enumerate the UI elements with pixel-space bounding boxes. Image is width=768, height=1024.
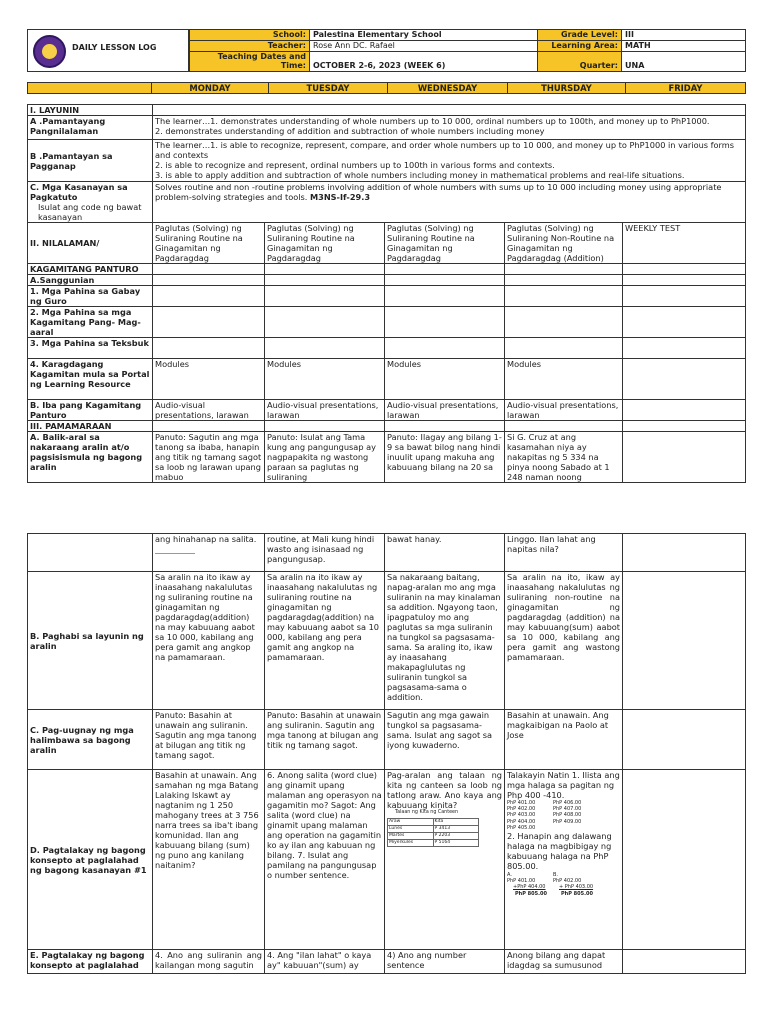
option-a-2: +PhP 404.00 — [513, 884, 546, 891]
canteen-table-title: Talaan ng Kita ng Canteen — [395, 810, 459, 815]
nilalaman-fri: WEEKLY TEST — [623, 223, 746, 264]
canteen-income: P 2203 — [433, 832, 479, 839]
empty-cell — [265, 264, 385, 275]
empty-cell — [265, 421, 385, 432]
option-a-sum: PhP 805.00 — [515, 890, 547, 897]
balik-aral-tue: Panuto: Isulat ang Tama kung ang pangungusap ay nagpapakita ng wastong paraan sa paglutas ng suliraning — [265, 432, 385, 483]
iba-pang-tue: Audio-visual presentations, larawan — [265, 400, 385, 421]
canteen-day: Miyerkules — [388, 839, 434, 846]
pg-label: B .Pamantayan sa Pagganap — [28, 140, 153, 182]
dates-label — [190, 52, 310, 72]
quarter-value: UNA — [622, 52, 746, 72]
option-b-sum: PhP 805.00 — [561, 890, 593, 897]
pag-uugnay-tue: Panuto: Basahin at unawain ang suliranin. Sagutin ang mga tanong at bilugan ang titik ng tamang sagot. — [265, 710, 385, 770]
nilalaman-wed: Paglutas (Solving) ng Suliraning Routine na Ginagamitan ng Pagdaragdag — [385, 223, 505, 264]
iba-pang-wed: Audio-visual presentations, larawan — [385, 400, 505, 421]
empty-cell — [265, 286, 385, 307]
iba-pang-thu: Audio-visual presentations, larawan — [505, 400, 623, 421]
price: PhP 408.00 — [553, 812, 582, 819]
karagdagang-label: 4. Karagdagang Kagamitan mula sa Portal ng Learning Resource — [28, 359, 153, 400]
empty-cell — [505, 275, 623, 286]
dates-label-2: Time: — [280, 61, 306, 71]
school-value: Palestina Elementary School — [310, 30, 538, 41]
ks-label-sub: Isulat ang code ng bawat kasanayan — [38, 202, 142, 222]
price-list — [507, 800, 620, 831]
pagtalakay-2-mon: 4. Ano ang suliranin ang kailangan mong sagutin — [153, 950, 265, 974]
grade-label: Grade Level: — [538, 30, 622, 41]
day-monday: MONDAY — [152, 83, 269, 94]
empty-cell — [623, 286, 746, 307]
pagtalakay-1-label: D. Pagtalakay ng bagong konsepto at paglalahad ng bagong kasanayan #1 — [28, 770, 153, 950]
iba-pang-label: B. Iba pang Kagamitang Panturo — [28, 400, 153, 421]
cont-mon — [153, 534, 265, 572]
price: PhP 401.00 — [507, 800, 536, 806]
empty-cell — [505, 264, 623, 275]
price: PhP 409.00 — [553, 818, 582, 825]
empty-cell — [623, 534, 746, 572]
sum-examples — [507, 872, 620, 897]
empty-cell — [385, 421, 505, 432]
pagtalakay-1-wed — [385, 770, 505, 950]
pagtalakay-2-thu: Anong bilang ang dapat idagdag sa sumusunod — [505, 950, 623, 974]
empty-cell — [265, 338, 385, 359]
pag-uugnay-label: C. Pag-uugnay ng mga halimbawa sa bagong aralin — [28, 710, 153, 770]
empty-cell — [623, 770, 746, 950]
balik-aral-wed: Panuto: Ilagay ang bilang 1-9 sa bawat bilog nang hindi inuulit upang makuha ang kabuuang bilang na 20 sa — [385, 432, 505, 483]
nilalaman-tue: Paglutas (Solving) ng Suliraning Routine na Ginagamitan ng Pagdaragdag — [265, 223, 385, 264]
empty-cell — [153, 275, 265, 286]
pagtalakay-1-wed-text: Pag-aralan ang talaan ng kita ng canteen sa loob ng tatlong araw. Ano kaya ang kabuuang kinita? — [387, 770, 502, 810]
layunin-blank — [153, 105, 746, 116]
price: PhP 407.00 — [553, 806, 582, 813]
pg-text-1: The learner…1. is able to recognize, represent, compare, and order whole numbers up to 10 000, and money up to PhP1000 in various forms and contexts — [155, 140, 734, 160]
empty-cell — [153, 286, 265, 307]
empty-cell — [623, 710, 746, 770]
cont-thu: Linggo. Ilan lahat ang napitas nila? — [505, 534, 623, 572]
karagdagang-tue: Modules — [265, 359, 385, 400]
empty-cell — [153, 264, 265, 275]
scribble-icon — [155, 544, 195, 554]
log-title: DAILY LESSON LOG — [72, 43, 157, 52]
pagtalakay-1-thu-1: Talakayin Natin 1. Ilista ang mga halaga sa pagitan ng Php 400 -410. — [507, 770, 620, 800]
pag-uugnay-mon: Panuto: Basahin at unawain ang suliranin. Sagutin ang mga tanong at bilugan ang titik ng tamang sagot. — [153, 710, 265, 770]
empty-cell — [505, 338, 623, 359]
pagtalakay-1-thu — [505, 770, 623, 950]
paghabi-label: B. Paghabi sa layunin ng aralin — [28, 572, 153, 710]
price: PhP 403.00 — [507, 812, 536, 819]
empty-cell — [623, 338, 746, 359]
ks-label — [28, 182, 153, 223]
empty-cell — [385, 275, 505, 286]
empty-cell — [623, 421, 746, 432]
pagtalakay-1-thu-2: 2. Hanapin ang dalawang halaga na magbibigay ng kabuuang halaga na PhP 805.00. — [507, 831, 612, 872]
empty-cell — [623, 950, 746, 974]
paghabi-tue: Sa aralin na ito ikaw ay inaasahang nakalulutas ng suliraning routine na ginagamitan ng pagdaragdag(addition) na may kabuuang aabot sa 10 000, kabilang ang pera gamit ang angkop na pamamaraan. — [265, 572, 385, 710]
day-header — [27, 82, 746, 94]
quarter-label: Quarter: — [538, 52, 622, 72]
empty-cell — [385, 338, 505, 359]
empty-cell — [385, 307, 505, 338]
gabay-label: 1. Mga Pahina sa Gabay ng Guro — [28, 286, 153, 307]
empty-cell — [505, 421, 623, 432]
seal-icon — [33, 35, 66, 68]
pp-text — [153, 116, 746, 140]
empty-cell — [623, 432, 746, 483]
lesson-table-1 — [27, 104, 746, 483]
pagtalakay-2-label: E. Pagtalakay ng bagong konsepto at paglalahad — [28, 950, 153, 974]
balik-aral-mon: Panuto: Sagutin ang mga tanong sa ibaba, hanapin ang titik ng tamang sagot sa loob ng larawan upang mabuo — [153, 432, 265, 483]
kagamitang-pang-label: 2. Mga Pahina sa mga Kagamitang Pang- Mag-aaral — [28, 307, 153, 338]
empty-cell — [28, 534, 153, 572]
empty-cell — [385, 264, 505, 275]
kagamitang-label: KAGAMITANG PANTURO — [28, 264, 153, 275]
ks-label-main: C. Mga Kasanayan sa Pagkatuto — [30, 182, 128, 202]
canteen-head-day: Araw — [388, 818, 434, 825]
teacher-label: Teacher: — [190, 41, 310, 52]
empty-cell — [623, 307, 746, 338]
area-value: MATH — [622, 41, 746, 52]
day-wednesday: WEDNESDAY — [388, 83, 508, 94]
canteen-head-income: Kita — [433, 818, 479, 825]
sanggunian-label: A.Sanggunian — [28, 275, 153, 286]
empty-cell — [623, 275, 746, 286]
canteen-table — [387, 818, 479, 847]
cont-mon-text: ang hinahanap na salita. — [155, 534, 257, 544]
option-a-1: PhP 401.00 — [507, 878, 536, 885]
price: PhP 406.00 — [553, 800, 582, 806]
balik-aral-label: A. Balik-aral sa nakaraang aralin at/o pagsisismula ng bagong aralin — [28, 432, 153, 483]
empty-cell — [623, 359, 746, 400]
pagtalakay-1-mon: Basahin at unawain. Ang samahan ng mga Batang Lalaking Iskawt ay nagtanim ng 1 250 mahogany trees at 3 756 narra trees sa iba't ibang komunidad. Ilan ang kabuuang bilang (sum) ng puno ang kanilang naitanim? — [153, 770, 265, 950]
empty-cell — [505, 286, 623, 307]
school-label: School: — [190, 30, 310, 41]
day-friday: FRIDAY — [626, 83, 746, 94]
cont-wed: bawat hanay. — [385, 534, 505, 572]
karagdagang-wed: Modules — [385, 359, 505, 400]
nilalaman-label: II. NILALAMAN/ — [28, 223, 153, 264]
paghabi-mon: Sa aralin na ito ikaw ay inaasahang nakalulutas ng suliraning routine na ginagamitan ng pagdaragdag(addition) na may kabuuang aabot sa 10 000, kabilang ang pera gamit ang angkop na pamamaraan. — [153, 572, 265, 710]
pg-text — [153, 140, 746, 182]
empty-cell — [505, 307, 623, 338]
option-b-2: + PhP 403.00 — [559, 884, 594, 891]
price: PhP 404.00 — [507, 818, 536, 825]
day-tuesday: TUESDAY — [269, 83, 388, 94]
option-a-label: A. — [507, 872, 512, 879]
empty-cell — [153, 421, 265, 432]
balik-aral-thu: Si G. Cruz at ang kasamahan niya ay nakapitas ng 5 334 na pinya noong Sabado at 1 248 naman noong — [505, 432, 623, 483]
pp-label: A .Pamantayang Pangnilalaman — [28, 116, 153, 140]
pg-text-3: 3. is able to apply addition and subtraction of whole numbers including money in mathematical problems and real-life situations. — [155, 170, 685, 180]
empty-cell — [153, 307, 265, 338]
empty-cell — [265, 307, 385, 338]
iba-pang-mon: Audio-visual presentations, larawan — [153, 400, 265, 421]
pagtalakay-2-wed: 4) Ano ang number sentence — [385, 950, 505, 974]
grade-value: III — [622, 30, 746, 41]
teksbuk-label: 3. Mga Pahina sa Teksbuk — [28, 338, 153, 359]
empty-cell — [153, 338, 265, 359]
dates-label-1: Teaching Dates and — [217, 52, 306, 61]
paghabi-wed: Sa nakaraang baitang, napag-aralan mo ang mga suliranin na may kinalaman sa addition. Ngayong taon, ipagpatuloy mo ang paglutas sa mga suliranin na tungkol sa pagsasama-sama. Sa araling ito, ikaw ay inaasahang makapaglulutas ng suliranin tungkol sa pagsasama-sama o addition. — [385, 572, 505, 710]
teacher-value: Rose Ann DC. Rafael — [310, 41, 538, 52]
deped-seal — [27, 29, 189, 72]
pg-text-2: 2. is able to recognize and represent, ordinal numbers up to 100th in various forms and contexts. — [155, 160, 555, 170]
layunin-heading: I. LAYUNIN — [28, 105, 153, 116]
paghabi-thu: Sa aralin na ito, ikaw ay inaasahang nakalulutas ng suliraning non-routine na ginagamitan ng pagdaragdag (addition) na may kabuuang(sum) aabot sa 10 000, kabilang ang pera gamit ang wastong pamamaraan. — [505, 572, 623, 710]
empty-cell — [623, 264, 746, 275]
dates-value: OCTOBER 2-6, 2023 (WEEK 6) — [310, 52, 538, 72]
karagdagang-mon: Modules — [153, 359, 265, 400]
day-blank — [28, 83, 152, 94]
nilalaman-thu: Paglutas (Solving) ng Suliraning Non-Routine na Ginagamitan ng Pagdaragdag (Addition) — [505, 223, 623, 264]
pag-uugnay-thu: Basahin at unawain. Ang magkaibigan na Paolo at Jose — [505, 710, 623, 770]
empty-cell — [265, 275, 385, 286]
option-b-1: PhP 402.00 — [553, 878, 582, 885]
empty-cell — [623, 400, 746, 421]
header-table — [189, 29, 746, 72]
ks-text — [153, 182, 746, 223]
karagdagang-thu: Modules — [505, 359, 623, 400]
cont-tue: routine, at Mali kung hindi wasto ang isinasaad ng pangungusap. — [265, 534, 385, 572]
pagtalakay-1-tue: 6. Anong salita (word clue) ang ginamit upang malaman ang operasyon na gagamitin mo? Sagot: Ang salita (word clue) na ginamit upang malaman ang operation na gagamitin ko ay ilan ang kabuuan ng bilang. 7. Isulat ang pamilang na pangungusap o number sentence. — [265, 770, 385, 950]
canteen-income: P 3413 — [433, 825, 479, 832]
nilalaman-mon: Paglutas (Solving) ng Suliraning Routine na Ginagamitan ng Pagdaragdag — [153, 223, 265, 264]
ks-code: M3NS-If-29.3 — [309, 192, 371, 202]
canteen-day: Lunes — [388, 825, 434, 832]
canteen-day: Martes — [388, 832, 434, 839]
pp-text-2: 2. demonstrates understanding of addition and subtraction of whole numbers including money — [155, 126, 545, 136]
pp-text-1: The learner…1. demonstrates understanding of whole numbers up to 10 000, ordinal numbers up to 100th, and money up to PhP1000. — [155, 116, 710, 126]
canteen-income: P 5164 — [433, 839, 479, 846]
empty-cell — [623, 572, 746, 710]
option-a — [507, 872, 553, 884]
option-b — [553, 872, 599, 884]
day-thursday: THURSDAY — [508, 83, 626, 94]
price: PhP 405.00 — [507, 824, 536, 831]
pagtalakay-2-tue: 4. Ang "ilan lahat" o kaya ay" kabuuan"(sum) ay — [265, 950, 385, 974]
option-b-label: B. — [553, 872, 559, 879]
ks-text-main: Solves routine and non -routine problems involving addition of whole numbers with sums up to 10 000 including money using appropriate problem-solving strategies and tools. — [155, 182, 722, 202]
pamamaraan-label: III. PAMAMARAAN — [28, 421, 153, 432]
lesson-table-2 — [27, 533, 746, 974]
price: PhP 402.00 — [507, 806, 536, 813]
empty-cell — [385, 286, 505, 307]
area-label: Learning Area: — [538, 41, 622, 52]
pag-uugnay-wed: Sagutin ang mga gawain tungkol sa pagsasama-sama. Isulat ang sagot sa iyong kuwaderno. — [385, 710, 505, 770]
